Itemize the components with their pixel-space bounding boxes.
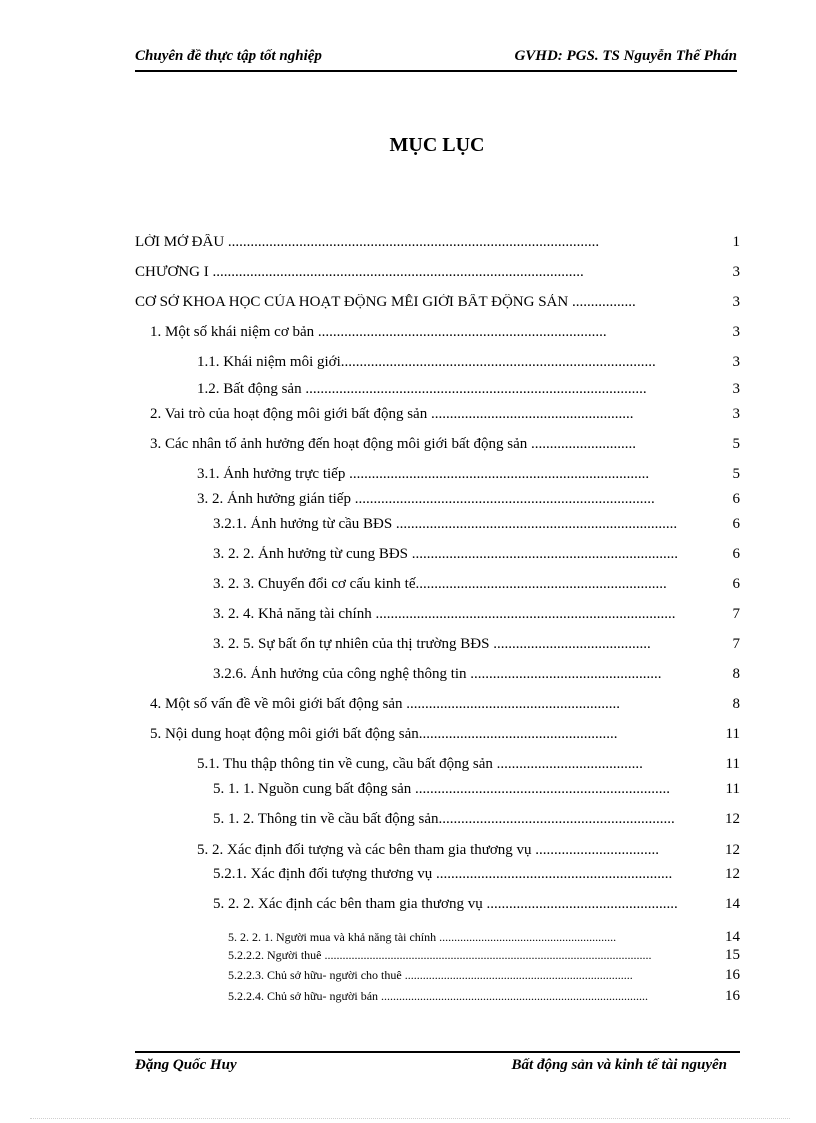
toc-entry-text: CƠ SỞ KHOA HỌC CỦA HOẠT ĐỘNG MỄI GIỚI BẤT ĐỘNG SẢN ................. bbox=[135, 294, 636, 310]
toc-entry[interactable] bbox=[0, 896, 816, 916]
toc-entry[interactable] bbox=[0, 436, 816, 456]
toc-entry-page: 12 bbox=[725, 842, 740, 858]
toc-entry-text: 3. 2. 5. Sự bất ổn tự nhiên của thị trường BĐS .......................................... bbox=[213, 636, 651, 652]
toc-entry-page: 6 bbox=[732, 516, 740, 532]
toc-entry-text: 5. 2. Xác định đối tượng và các bên tham gia thương vụ ................................. bbox=[197, 842, 660, 858]
toc-entry-text: 5.2.2.2. Người thuê ............................................................................................................. bbox=[228, 948, 652, 962]
toc-entry-page: 5 bbox=[732, 466, 740, 482]
toc-entry-text: 1.1. Khái niệm môi giới.................................................................................... bbox=[197, 354, 656, 370]
toc-entry[interactable] bbox=[0, 406, 816, 426]
toc-entry[interactable] bbox=[0, 842, 816, 862]
toc-entry-text: 5. 1. 2. Thông tin về cầu bất động sản............................................................... bbox=[213, 811, 675, 827]
toc-entry-text: 5. 1. 1. Nguồn cung bất động sản .................................................................... bbox=[213, 781, 671, 797]
toc-entry-text: 2. Vai trò của hoạt động môi giới bất động sản ...................................................... bbox=[150, 406, 634, 422]
toc-entry[interactable] bbox=[0, 666, 816, 686]
toc-entry-text: 1.2. Bất động sản ........................................................................................... bbox=[197, 381, 647, 397]
header-left-text: Chuyên đề thực tập tốt nghiệp bbox=[135, 48, 322, 64]
toc-entry[interactable] bbox=[0, 354, 816, 374]
toc-entry[interactable] bbox=[0, 989, 816, 1005]
toc-entry-page: 3 bbox=[732, 354, 740, 370]
footer-left-text: Đặng Quốc Huy bbox=[135, 1057, 237, 1073]
toc-entry[interactable] bbox=[0, 491, 816, 511]
toc-entry-page: 8 bbox=[732, 666, 740, 682]
toc-entry[interactable] bbox=[0, 930, 816, 946]
toc-entry[interactable] bbox=[0, 696, 816, 716]
page-edge-dots bbox=[30, 1118, 790, 1119]
toc-entry-page: 14 bbox=[725, 929, 740, 945]
footer-rule bbox=[135, 1051, 740, 1053]
toc-entry[interactable] bbox=[0, 294, 816, 314]
toc-entry[interactable] bbox=[0, 606, 816, 626]
toc-entry-text: LỜI MỞ ĐẦU ................................................................................................... bbox=[135, 234, 600, 250]
toc-entry-page: 6 bbox=[732, 576, 740, 592]
toc-entry-page: 15 bbox=[725, 947, 740, 963]
footer-right-text: Bất động sản và kinh tế tài nguyên bbox=[511, 1057, 727, 1073]
toc-entry-text: 5.2.1. Xác định đối tượng thương vụ ............................................................... bbox=[213, 866, 673, 882]
toc-entry[interactable] bbox=[0, 756, 816, 776]
toc-entry-page: 11 bbox=[725, 756, 740, 772]
toc-entry-page: 3 bbox=[732, 324, 740, 340]
toc-entry-page: 11 bbox=[725, 781, 740, 797]
toc-entry-page: 12 bbox=[725, 811, 740, 827]
toc-entry[interactable] bbox=[0, 234, 816, 254]
toc-entry-page: 8 bbox=[732, 696, 740, 712]
toc-entry-text: 5.2.2.3. Chủ sở hữu- người cho thuê ............................................................................ bbox=[228, 968, 633, 982]
toc-entry-page: 6 bbox=[732, 491, 740, 507]
toc-entry-page: 16 bbox=[725, 967, 740, 983]
toc-entry-page: 3 bbox=[732, 406, 740, 422]
toc-entry-text: 3. 2. 4. Khả năng tài chính ................................................................................ bbox=[213, 606, 676, 622]
toc-entry[interactable] bbox=[0, 546, 816, 566]
toc-entry-text: CHƯƠNG I ................................................................................................... bbox=[135, 264, 584, 280]
toc-entry-page: 12 bbox=[725, 866, 740, 882]
toc-entry-page: 14 bbox=[725, 896, 740, 912]
toc-entry-page: 3 bbox=[732, 381, 740, 397]
toc-entry[interactable] bbox=[0, 948, 816, 964]
toc-entry-page: 1 bbox=[732, 234, 740, 250]
toc-entry[interactable] bbox=[0, 811, 816, 831]
toc-entry-page: 7 bbox=[732, 636, 740, 652]
header-rule bbox=[135, 70, 737, 72]
toc-entry-text: 3.2.6. Ảnh hưởng của công nghệ thông tin ................................................... bbox=[213, 666, 662, 682]
toc-entry[interactable] bbox=[0, 781, 816, 801]
toc-entry-page: 6 bbox=[732, 546, 740, 562]
toc-entry[interactable] bbox=[0, 726, 816, 746]
toc-entry-page: 16 bbox=[725, 988, 740, 1004]
toc-entry-page: 3 bbox=[732, 264, 740, 280]
toc-entry[interactable] bbox=[0, 636, 816, 656]
toc-entry-text: 5. 2. 2. Xác định các bên tham gia thương vụ ................................................... bbox=[213, 896, 678, 912]
toc-entry-text: 3.1. Ảnh hưởng trực tiếp ................................................................................ bbox=[197, 466, 650, 482]
toc-entry[interactable] bbox=[0, 466, 816, 486]
toc-entry-text: 1. Một số khái niệm cơ bản ............................................................................. bbox=[150, 324, 607, 340]
toc-entry[interactable] bbox=[0, 968, 816, 984]
toc-entry-text: 5.1. Thu thập thông tin về cung, cầu bất động sản ....................................... bbox=[197, 756, 643, 772]
toc-entry-text: 3.2.1. Ảnh hưởng từ cầu BĐS ........................................................................... bbox=[213, 516, 678, 532]
toc-entry[interactable] bbox=[0, 866, 816, 886]
header-right-text: GVHD: PGS. TS Nguyễn Thế Phán bbox=[514, 48, 737, 64]
toc-entry-text: 5. 2. 2. 1. Người mua và khả năng tài chính ........................................................... bbox=[228, 930, 617, 944]
toc-entry[interactable] bbox=[0, 576, 816, 596]
toc-entry-page: 7 bbox=[732, 606, 740, 622]
toc-entry[interactable] bbox=[0, 324, 816, 344]
toc-entry-text: 3. 2. 3. Chuyển đổi cơ cấu kinh tế................................................................... bbox=[213, 576, 667, 592]
toc-entry-text: 5. Nội dung hoạt động môi giới bất động sản..................................................... bbox=[150, 726, 618, 742]
page-title: MỤC LỤC bbox=[389, 134, 485, 156]
page-header bbox=[135, 46, 737, 68]
toc-entry[interactable] bbox=[0, 516, 816, 536]
toc-entry-text: 3. 2. Ảnh hưởng gián tiếp ................................................................................ bbox=[197, 491, 655, 507]
toc-entry-page: 3 bbox=[732, 294, 740, 310]
toc-entry-page: 5 bbox=[732, 436, 740, 452]
toc-entry[interactable] bbox=[0, 264, 816, 284]
toc-entry[interactable] bbox=[0, 381, 816, 401]
toc-entry-text: 4. Một số vấn đề về môi giới bất động sản ......................................................... bbox=[150, 696, 620, 712]
toc-entry-text: 3. Các nhân tố ảnh hưởng đến hoạt động môi giới bất động sản ............................ bbox=[150, 436, 637, 452]
toc-entry-text: 5.2.2.4. Chủ sở hữu- người bán ......................................................................................... bbox=[228, 989, 649, 1003]
toc-entry-text: 3. 2. 2. Ảnh hưởng từ cung BĐS ....................................................................... bbox=[213, 546, 679, 562]
toc-entry-page: 11 bbox=[725, 726, 740, 742]
